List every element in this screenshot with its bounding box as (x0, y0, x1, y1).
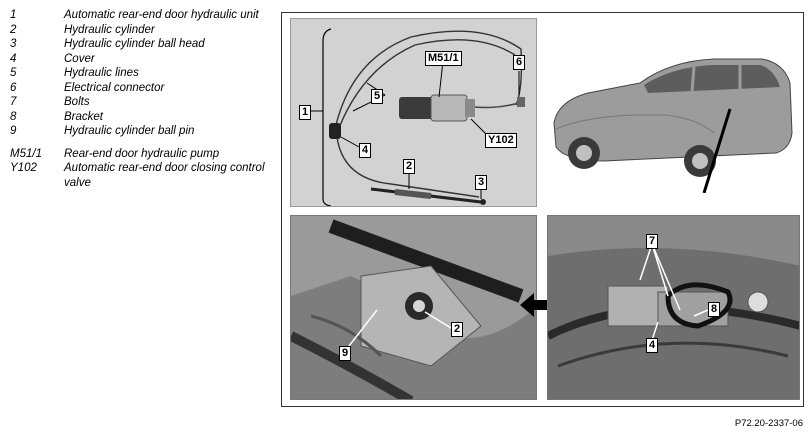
legend (10, 8, 272, 190)
legend-text: Hydraulic cylinder ball pin (64, 125, 195, 137)
legend-item (10, 124, 272, 139)
legend-key: 9 (10, 125, 17, 137)
legend-text: Automatic rear-end door closing control valve (64, 162, 265, 189)
legend-key: 4 (10, 52, 17, 65)
legend-text: Bolts (64, 96, 90, 108)
legend-key: 7 (10, 96, 17, 108)
legend-text: Cover (64, 52, 95, 65)
right-photo-illustration (548, 216, 800, 400)
legend-item (10, 8, 272, 23)
components-illustration (291, 19, 537, 207)
components-panel (290, 18, 537, 207)
legend-item (10, 81, 272, 96)
legend-item (10, 66, 272, 81)
legend-text: Hydraulic cylinder ball head (64, 38, 205, 50)
callout-5: 5 (371, 89, 383, 104)
legend-key: 5 (10, 67, 17, 79)
legend-text: Hydraulic cylinder (64, 23, 155, 36)
figure-frame (281, 12, 804, 407)
callout-9: 9 (339, 346, 351, 361)
callout-m51-1: M51/1 (425, 51, 462, 66)
legend-item (10, 95, 272, 110)
legend-key: 3 (10, 38, 17, 50)
figure-code: P72.20-2337-06 (734, 418, 803, 429)
legend-key: 8 (10, 110, 17, 123)
legend-text: Automatic rear-end door hydraulic unit (64, 9, 259, 21)
left-detail-photo (290, 215, 537, 400)
callout-2: 2 (403, 159, 415, 174)
legend-key: 6 (10, 81, 17, 94)
callout-6: 6 (513, 55, 525, 70)
legend-item (10, 23, 272, 38)
legend-key: M51/1 (10, 147, 42, 160)
callout-2: 2 (451, 322, 463, 337)
callout-8: 8 (708, 302, 720, 317)
legend-text: Bracket (64, 110, 103, 123)
callout-3: 3 (475, 175, 487, 190)
callout-4: 4 (359, 143, 371, 158)
legend-code-item (10, 161, 272, 190)
legend-text: Electrical connector (64, 81, 165, 94)
legend-spacer (10, 139, 272, 147)
legend-key: Y102 (10, 162, 37, 174)
legend-text: Hydraulic lines (64, 67, 139, 79)
legend-text: Rear-end door hydraulic pump (64, 147, 220, 160)
legend-item (10, 52, 272, 67)
callout-1: 1 (299, 105, 311, 120)
legend-item (10, 110, 272, 125)
callout-7: 7 (646, 234, 658, 249)
legend-code-item (10, 147, 272, 162)
left-photo-illustration (291, 216, 537, 400)
callout-y102: Y102 (485, 133, 517, 148)
callout-4: 4 (646, 338, 658, 353)
legend-key: 2 (10, 23, 17, 36)
vehicle-illustration (544, 43, 801, 193)
legend-item (10, 37, 272, 52)
right-detail-photo (547, 215, 800, 400)
legend-key: 1 (10, 9, 17, 21)
vehicle-panel (544, 43, 801, 193)
